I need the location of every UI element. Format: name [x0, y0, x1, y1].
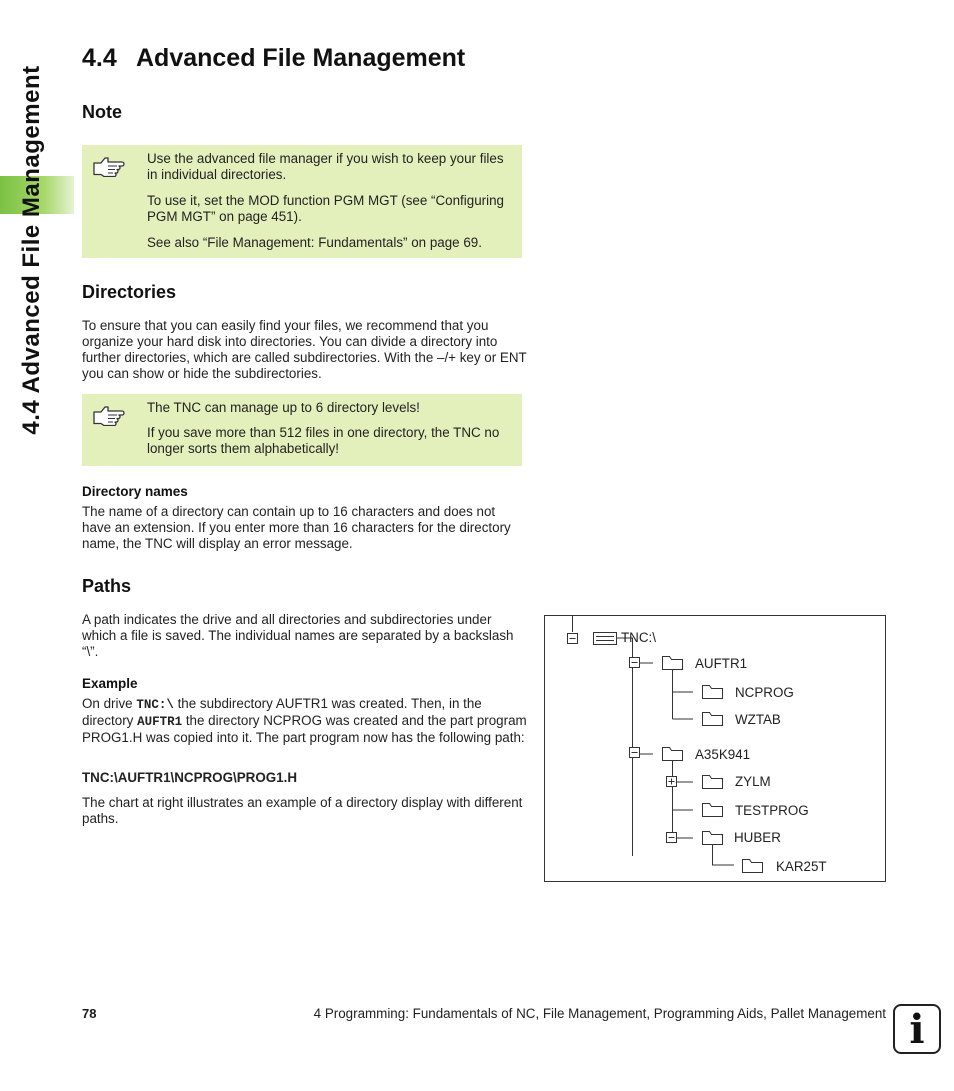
info-glyph: i [909, 1006, 925, 1053]
note-box-1 [82, 145, 522, 258]
example-heading: Example [82, 676, 138, 691]
example-text: On drive [82, 696, 137, 711]
tree-label-testprog: TESTPROG [735, 803, 809, 818]
page-title [82, 44, 465, 73]
note-line: To use it, set the MOD function PGM MGT (see “Configuring PGM MGT” on page 451). [147, 193, 504, 224]
directory-code: AUFTR1 [137, 715, 183, 729]
note-line: The TNC can manage up to 6 directory levels! [147, 400, 420, 415]
toggle-boxes [568, 634, 677, 843]
directories-heading: Directories [82, 282, 177, 302]
tree-label-kar25t: KAR25T [776, 859, 827, 874]
tree-label-auftr1: AUFTR1 [695, 656, 748, 671]
info-icon [893, 1004, 941, 1054]
drive-code: TNC:\ [136, 698, 174, 712]
directory-names-heading: Directory names [82, 484, 188, 499]
side-chapter-title-text: 4.4 Advanced File Management [18, 65, 45, 435]
tree-label-zylm: ZYLM [735, 774, 771, 789]
page-number: 78 [82, 1006, 97, 1021]
section-number: 4.4 [82, 44, 117, 72]
note-line: See also “File Management: Fundamentals” on page 69. [147, 235, 482, 250]
example-text: the directory NCPROG was created and the part program PROG1.H was copied into it. The part program now has the following path: [82, 713, 527, 745]
chart-note-paragraph: The chart at right illustrates an example of a directory display with different paths. [82, 795, 523, 826]
tree-label-ncprog: NCPROG [735, 685, 794, 700]
directory-tree-figure [544, 615, 886, 882]
tree-label-a35k941: A35K941 [695, 747, 751, 762]
tree-label-wztab: WZTAB [735, 712, 781, 727]
section-title: Advanced File Management [136, 44, 466, 72]
directory-names-paragraph: The name of a directory can contain up to 16 characters and does not have an extension. If you enter more than 16 characters for the directory name, the TNC will display an error message. [82, 504, 511, 551]
paths-paragraph: A path indicates the drive and all directories and subdirectories under which a file is saved. The individual names are separated by a backslash “\”. [82, 612, 514, 659]
note-line: Use the advanced file manager if you wish to keep your files in individual directories. [147, 151, 504, 182]
directories-paragraph: To ensure that you can easily find your files, we recommend that you organize your hard disk into directories. You can divide a directory into further directories, which are called subdirectories. With the –/+ key or ENT you can show or hide the subdirectories. [82, 318, 527, 381]
note-line: If you save more than 512 files in one directory, the TNC no longer sorts them alphabetically! [147, 425, 500, 456]
chapter-footer: 4 Programming: Fundamentals of NC, File Management, Programming Aids, Pallet Management [313, 1006, 886, 1021]
example-path: TNC:\AUFTR1\NCPROG\PROG1.H [82, 770, 298, 785]
paths-heading: Paths [82, 576, 132, 596]
note-box-2 [82, 394, 522, 466]
example-text: the subdirectory AUFTR1 was created. Then, in the directory [82, 696, 482, 728]
drive-icon [594, 633, 617, 645]
tree-label-huber: HUBER [734, 830, 781, 845]
tree-label-root: TNC:\ [621, 630, 656, 645]
note-heading: Note [82, 102, 122, 122]
pointing-hand-icon [92, 155, 126, 177]
pointing-hand-icon [92, 404, 126, 426]
example-paragraph [82, 696, 527, 746]
